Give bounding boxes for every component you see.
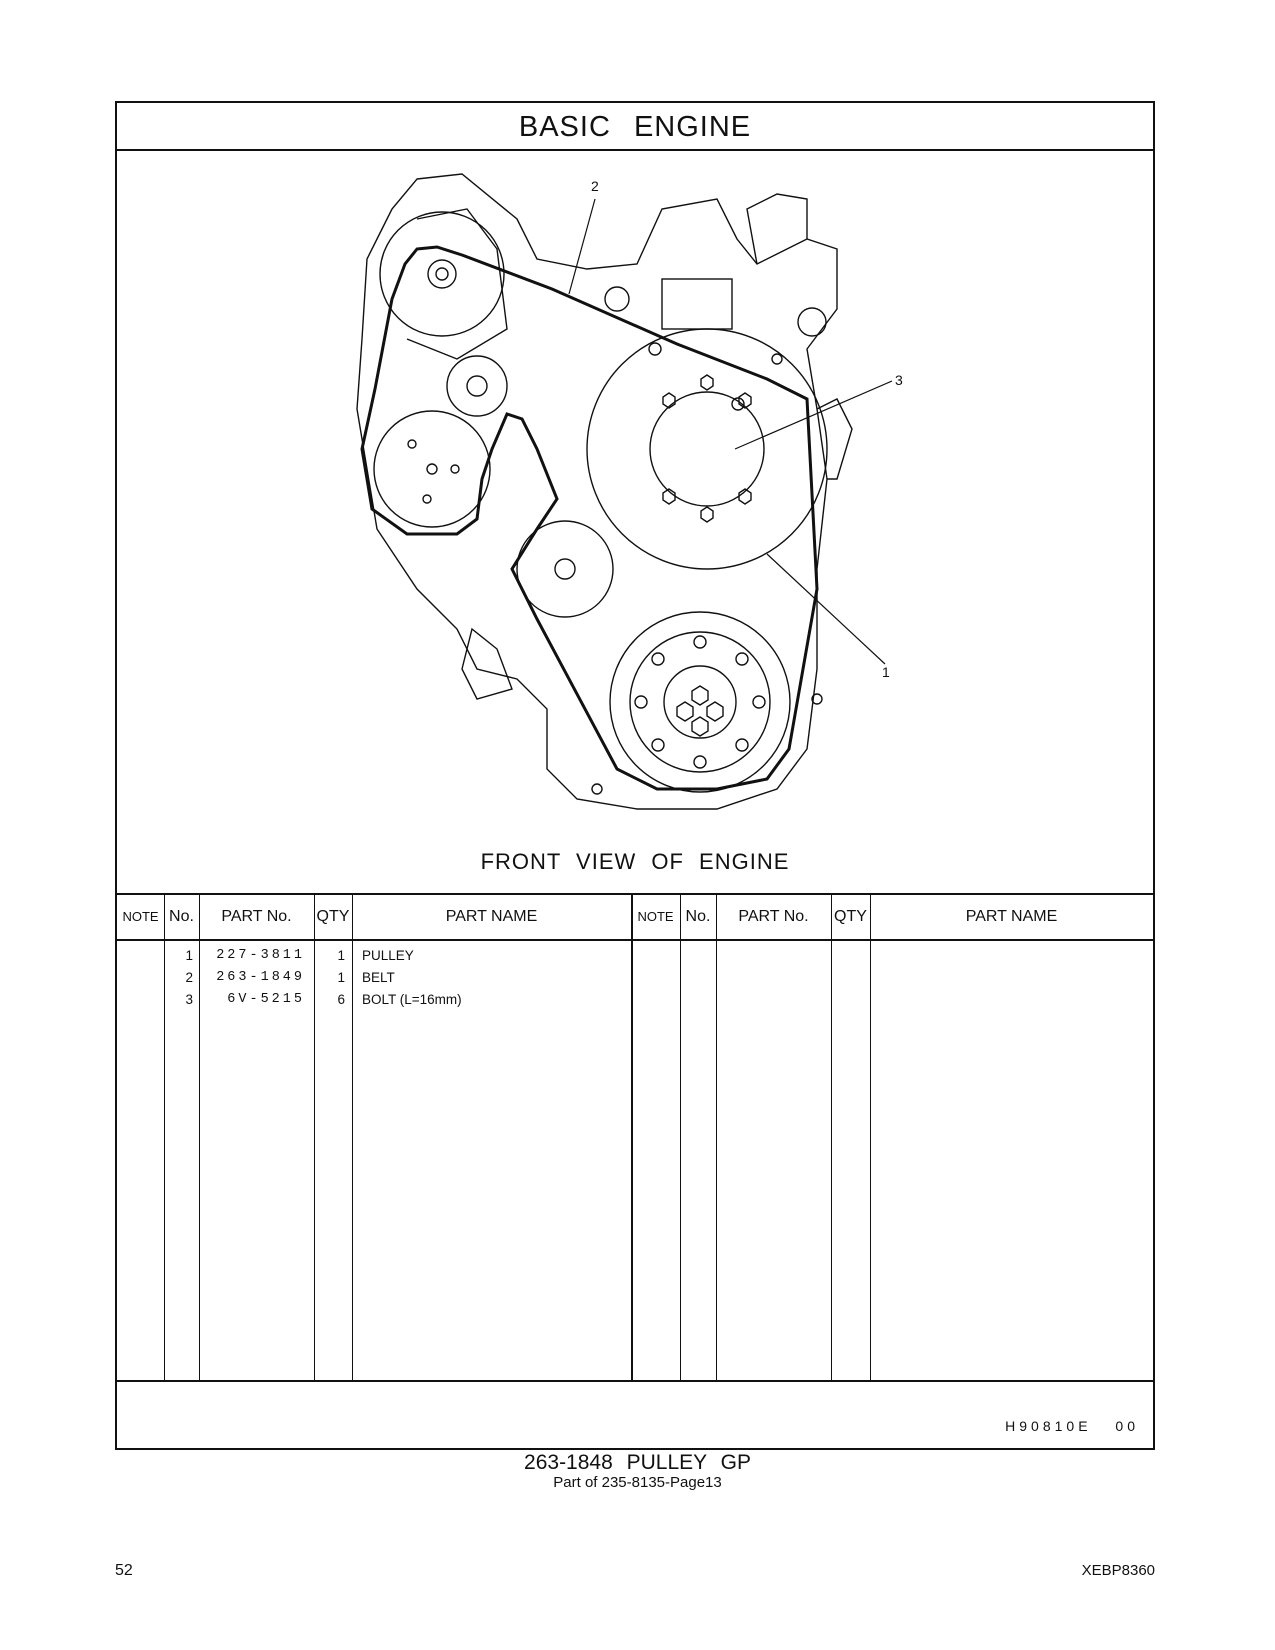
drawing-code: H90810E 00 [1005,1418,1139,1434]
row-3-part-no: 6V-5215 [227,992,305,1007]
header-part-name-right: PART NAME [965,908,1058,925]
row-1-part-name: PULLEY [362,948,414,963]
row-1-no: 1 [185,948,193,963]
group-title: 263-1848 PULLEY GP [524,1451,751,1474]
document-id: XEBP8360 [1081,1562,1155,1579]
callout-3: 3 [895,372,903,388]
tensioner-pulley [447,356,507,416]
parts-page-frame [115,101,1155,1450]
main-pulley [587,329,827,569]
row-3-no: 3 [185,992,193,1007]
row-2-part-no: 263-1849 [216,970,305,985]
row-3-part-name: BOLT (L=16mm) [362,992,462,1007]
row-2-no: 2 [185,970,193,985]
header-qty-right: QTY [834,908,867,925]
alternator-pulley [380,212,504,336]
callout-1: 1 [882,664,890,680]
page-title: BASIC ENGINE [518,111,752,143]
group-subtitle: Part of 235-8135-Page13 [553,1474,722,1491]
header-qty: QTY [316,908,350,925]
header-note-right: NOTE [637,909,674,924]
title-bar [117,103,1153,151]
crankshaft-damper [610,612,790,792]
engine-illustration-area [117,149,1153,893]
row-2-qty: 1 [337,970,345,985]
engine-front-view-drawing [117,149,1153,893]
figure-caption: FRONT VIEW OF ENGINE [480,849,790,874]
row-3-qty: 6 [337,992,345,1007]
water-pump-pulley [374,411,490,527]
header-part-no-right: PART No. [738,908,809,925]
row-1-part-no: 227-3811 [216,948,305,963]
row-2-part-name: BELT [362,970,395,985]
callout-2: 2 [591,178,599,194]
row-1-qty: 1 [337,948,345,963]
header-part-no: PART No. [221,908,292,925]
header-note: NOTE [122,909,159,924]
header-no: No. [169,908,194,925]
header-no-right: No. [685,908,711,925]
fan-pulley-small [605,287,629,311]
header-part-name: PART NAME [445,908,538,925]
parts-list-table [117,893,1153,1382]
page-number: 52 [115,1562,133,1579]
serpentine-belt [362,247,817,789]
